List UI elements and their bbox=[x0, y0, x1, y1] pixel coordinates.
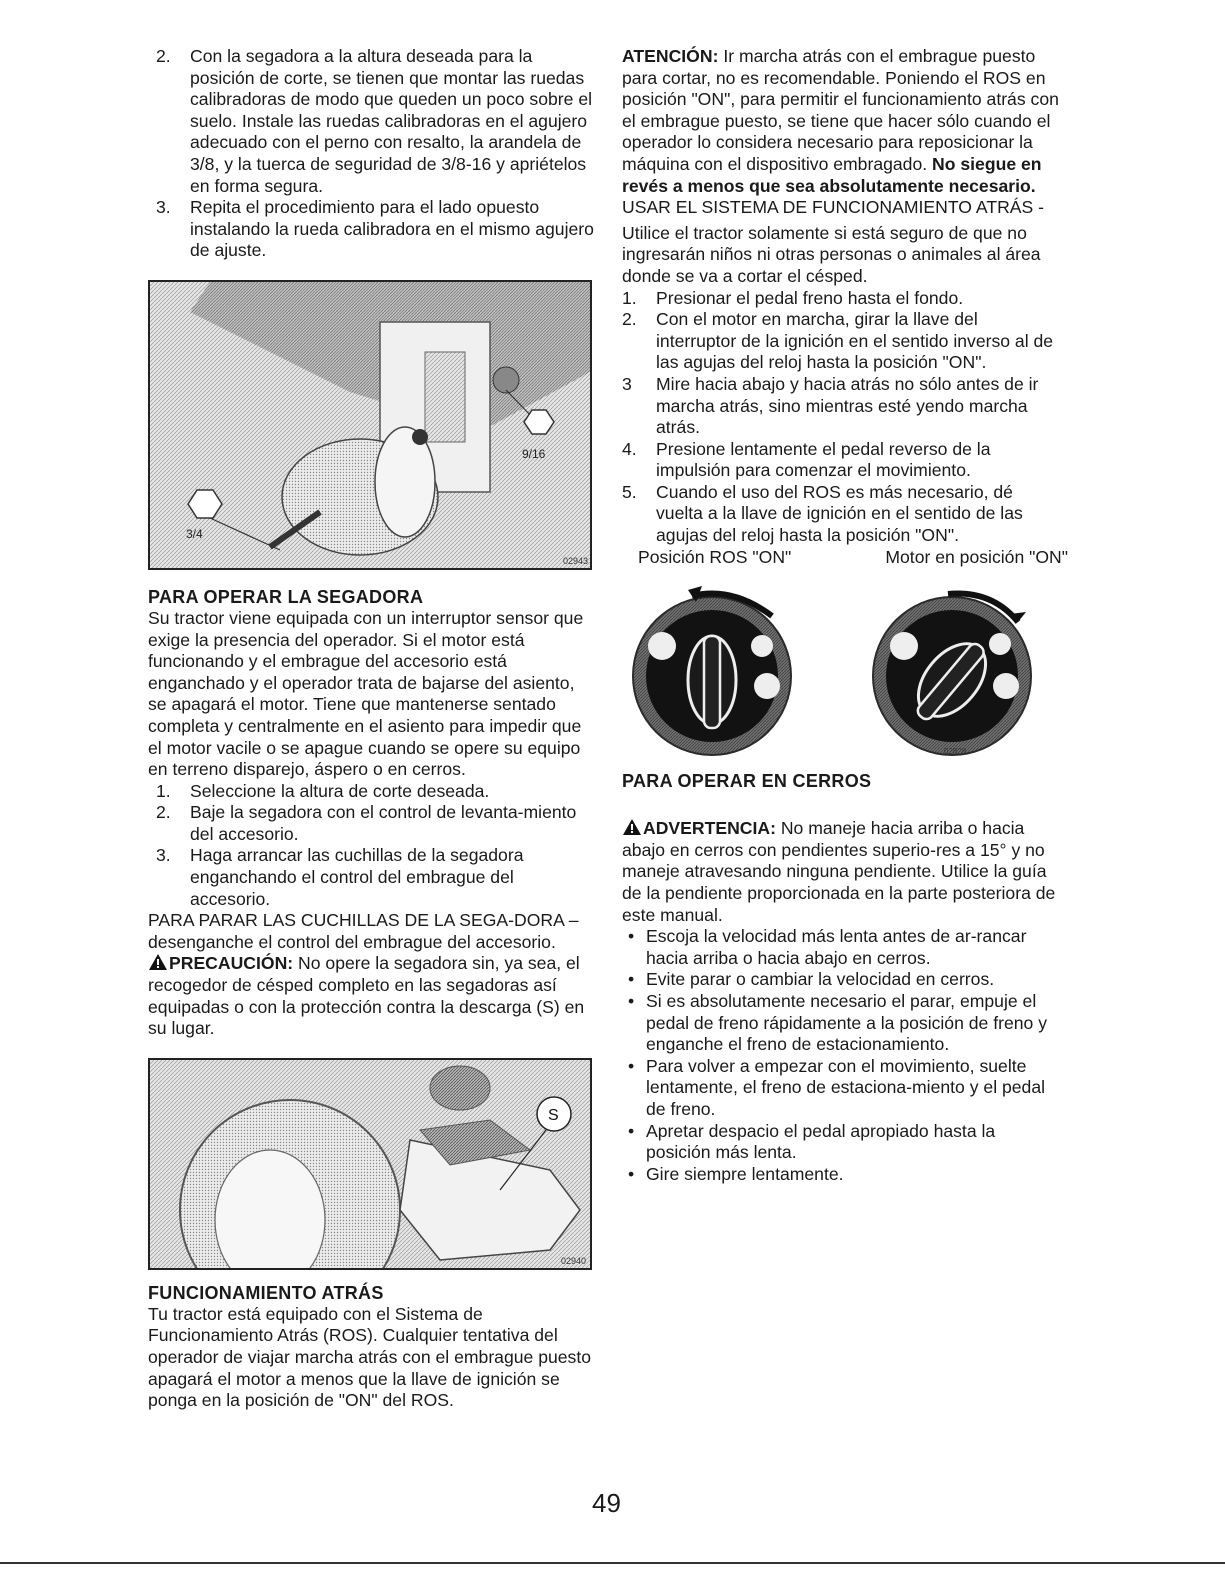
figure-code: 02828 bbox=[944, 747, 967, 757]
page-bottom-divider bbox=[0, 1562, 1225, 1564]
figure-code: 02940 bbox=[560, 1255, 586, 1266]
left-column bbox=[148, 46, 594, 1412]
ros-steps bbox=[622, 288, 1062, 547]
wrench-size-label-34: 3/4 bbox=[186, 526, 203, 541]
list-item: • Si es absolutamente necesario el parar, empuje el pedal de freno rápidamente a la posición de freno y enganche el freno de estacionamiento. bbox=[628, 991, 1048, 1055]
use-ros-heading: USAR EL SISTEMA DE FUNCIONAMIENTO ATRÁS - bbox=[622, 197, 1044, 218]
use-ros-paragraph: Utilice el tractor solamente si está seguro de que no ingresarán niños ni otras personas o animales al área donde se va a cortar el césped. bbox=[622, 222, 1041, 286]
warning-triangle-icon bbox=[622, 818, 642, 836]
switch-label-ros: Posición ROS "ON" bbox=[638, 546, 792, 567]
list-item: 2. Con el motor en marcha, girar la llave del interruptor de la ignición en el sentido inverso al de las agujas del reloj hasta la posición "ON". bbox=[622, 309, 1054, 373]
wrench-size-label-916: 9/16 bbox=[522, 446, 546, 461]
right-column bbox=[622, 46, 1068, 1185]
list-item: • Gire siempre lentamente. bbox=[628, 1163, 844, 1184]
list-item: • Evite parar o cambiar la velocidad en cerros. bbox=[628, 969, 995, 990]
gauge-wheel-illustration bbox=[150, 282, 590, 568]
discharge-guard-figure bbox=[148, 1058, 592, 1270]
mower-steps bbox=[148, 781, 594, 911]
discharge-guard-illustration bbox=[150, 1060, 590, 1268]
figure-code: 02943 bbox=[562, 555, 588, 566]
list-item: 1. Presionar el pedal freno hasta el fondo. bbox=[622, 287, 964, 308]
warning-paragraph: ADVERTENCIA: No maneje hacia arriba o hacia abajo en cerros con pendientes superio-res a 15° y no maneje atravesando ninguna pendiente. Utilice la guía de la pendiente proporcionada en la parte posteriora de este manual. bbox=[622, 818, 1056, 925]
warning-triangle-icon bbox=[148, 953, 168, 971]
ignition-switch-motor-icon bbox=[872, 594, 1032, 756]
list-item: • Escoja la velocidad más lenta antes de ar-rancar hacia arriba o hacia abajo en cerros. bbox=[628, 926, 1027, 968]
list-item: • Para volver a empezar con el movimiento, suelte lentamente, el freno de estaciona-miento y el pedal de freno. bbox=[628, 1055, 1046, 1119]
ignition-switch-ros-icon bbox=[632, 586, 792, 756]
gauge-wheel-figure bbox=[148, 280, 592, 570]
guard-label-s: S bbox=[548, 1106, 559, 1124]
ignition-switch-figure bbox=[622, 576, 1062, 756]
list-item: 5. Cuando el uso del ROS es más necesario, dé vuelta a la llave de ignición en el sentido de las agujas del reloj hasta la posición "ON". bbox=[622, 481, 1023, 546]
section-heading-reverse: FUNCIONAMIENTO ATRÁS bbox=[148, 1282, 384, 1303]
stop-blades-text: PARA PARAR LAS CUCHILLAS DE LA SEGA-DORA – desenganche el control del embrague del accesorio. bbox=[148, 910, 579, 952]
list-item: • Apretar despacio el pedal apropiado hasta la posición más lenta. bbox=[628, 1120, 996, 1163]
hill-bullets bbox=[622, 926, 1062, 1185]
list-item: 3. Haga arrancar las cuchillas de la segadora enganchando el control del embrague del accesorio. bbox=[156, 845, 524, 909]
list-item: 2. Baje la segadora con el control de levanta-miento del accesorio. bbox=[156, 802, 577, 844]
ignition-switch-illustration bbox=[622, 576, 1062, 756]
list-item: 1. Seleccione la altura de corte deseada. bbox=[156, 780, 490, 801]
page-number: 49 bbox=[592, 1488, 621, 1518]
switch-labels bbox=[638, 547, 1068, 569]
list-item: 4. Presione lentamente el pedal reverso de la impulsión para comenzar el movimiento. bbox=[622, 438, 991, 481]
gauge-wheel-steps bbox=[148, 46, 594, 262]
switch-label-motor: Motor en posición "ON" bbox=[885, 546, 1068, 567]
list-item: 3. Repita el procedimiento para el lado opuesto instalando la rueda calibradora en el mismo agujero de ajuste. bbox=[156, 197, 594, 261]
section-heading-mower: PARA OPERAR LA SEGADORA bbox=[148, 586, 424, 607]
list-item: 3 Mire hacia abajo y hacia atrás no sólo antes de ir marcha atrás, sino mientras esté yendo marcha atrás. bbox=[622, 373, 1039, 438]
caution-paragraph: PRECAUCIÓN: No opere la segadora sin, ya sea, el recogedor de césped completo en las segadoras así equipadas o con la protección contra la descarga (S) en su lugar. bbox=[148, 953, 585, 1039]
mower-paragraph: Su tractor viene equipada con un interruptor sensor que exige la presencia del operador. Si el motor está funcionando y el embrague del accesorio está enganchado y el operador trata de bajarse del asiento, se apagará el motor. Tiene que mantenerse sentado completa y centralmente en el asiento para impedir que el motor vacile o se apague cuando se opere su equipo en terreno disparejo, áspero o en cerros. bbox=[148, 607, 584, 780]
list-item: 2. Con la segadora a la altura deseada para la posición de corte, se tienen que montar las ruedas calibradoras de modo que queden un poco sobre el suelo. Instale las ruedas calibradoras en el agujero adecuado con el perno con resalto, la arandela de 3/8, y la tuerca de seguridad de 3/8-16 y apriételos en forma segura. bbox=[156, 46, 593, 196]
reverse-paragraph: Tu tractor está equipado con el Sistema de Funcionamiento Atrás (ROS). Cualquier tentativa del operador de viajar marcha atrás con el embrague puesto apagará el motor a menos que la llave de ignición se ponga en la posición de "ON" del ROS. bbox=[148, 1303, 592, 1411]
attention-paragraph: ATENCIÓN: Ir marcha atrás con el embrague puesto para cortar, no es recomendable. Poniendo el ROS en posición "ON", para permitir el funcionamiento atrás con el embrague puesto, se tiene que hacer sólo cuando el operador lo considera necesario para reposicionar la máquina con el dispositivo embragado. No siegue en revés a menos que sea absolutamente necesario. bbox=[622, 46, 1059, 196]
section-heading-hills: PARA OPERAR EN CERROS bbox=[622, 771, 872, 792]
